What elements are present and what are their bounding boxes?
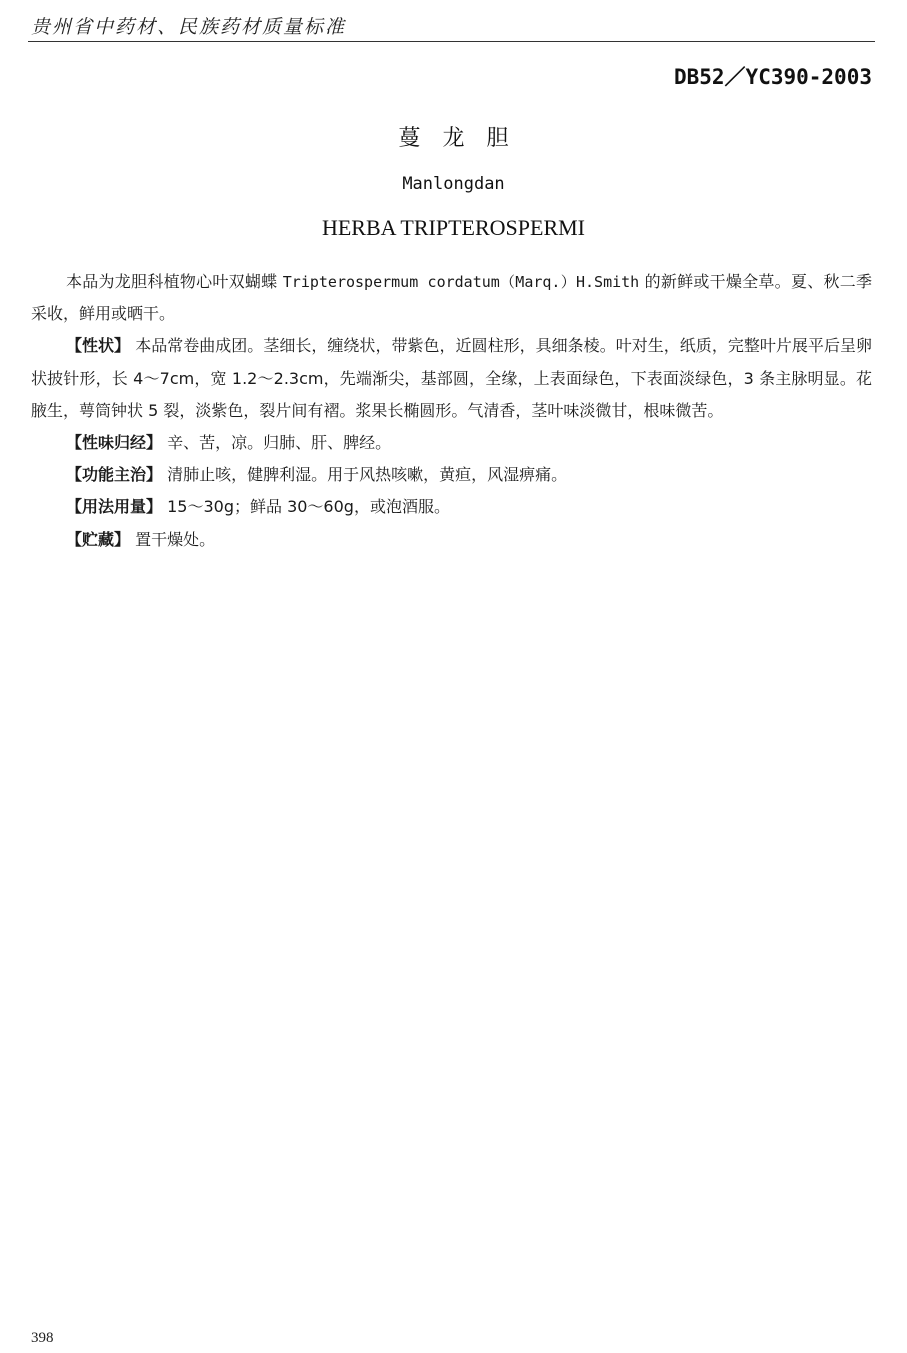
latin-title: HERBA TRIPTEROSPERMI xyxy=(321,215,586,240)
header-divider xyxy=(28,41,875,42)
section-nature-meridian xyxy=(31,427,872,459)
running-header-title: 贵州省中药材、民族药材质量标准 xyxy=(31,16,347,38)
section-text: 清肺止咳，健脾利湿。用于风热咳嗽，黄疸，风湿痹痛。 xyxy=(167,465,568,485)
page-title: 蔓龙胆 xyxy=(398,126,531,151)
species-name: Tripterospermum cordatum（Marq.）H.Smith xyxy=(282,273,640,291)
monograph-body xyxy=(31,266,872,556)
section-text: 置干燥处。 xyxy=(135,529,216,549)
section-text: 15～30g；鲜品 30～60g，或泡酒服。 xyxy=(167,497,450,517)
intro-text-before: 本品为龙胆科植物心叶双蝴蝶 xyxy=(66,272,283,291)
section-description xyxy=(31,330,872,427)
section-label: 【用法用量】 xyxy=(66,497,163,517)
section-label: 【功能主治】 xyxy=(66,465,163,485)
section-text: 本品常卷曲成团。茎细长，缠绕状，带紫色，近圆柱形，具细条棱。叶对生，纸质，完整叶片展平后呈卵状披针形，长 4～7cm，宽 1.2～2.3cm，先端渐尖，基部圆，全缘，上表面绿色，下表面淡绿色，3 条主脉明显。花腋生，萼筒钟状 5 裂，淡紫色，裂片间有褶。浆果长椭圆形。气清香，茎叶味淡微甘，根味微苦。 xyxy=(31,336,872,420)
intro-text-after: 的新鲜或干燥全草。夏、秋二季采收，鲜用或晒干。 xyxy=(31,272,872,324)
section-label: 【性状】 xyxy=(66,336,131,356)
section-label: 【贮藏】 xyxy=(66,529,131,549)
section-usage-dosage xyxy=(31,491,872,523)
section-functions-indications xyxy=(31,459,872,491)
section-label: 【性味归经】 xyxy=(66,433,163,453)
section-storage xyxy=(31,524,872,556)
section-text: 辛、苦，凉。归肺、肝、脾经。 xyxy=(167,433,392,453)
standard-code: DB52／YC390-2003 xyxy=(673,65,872,89)
intro-paragraph xyxy=(31,266,872,330)
page-number: 398 xyxy=(31,1330,54,1346)
pinyin-title: Manlongdan xyxy=(402,174,505,194)
